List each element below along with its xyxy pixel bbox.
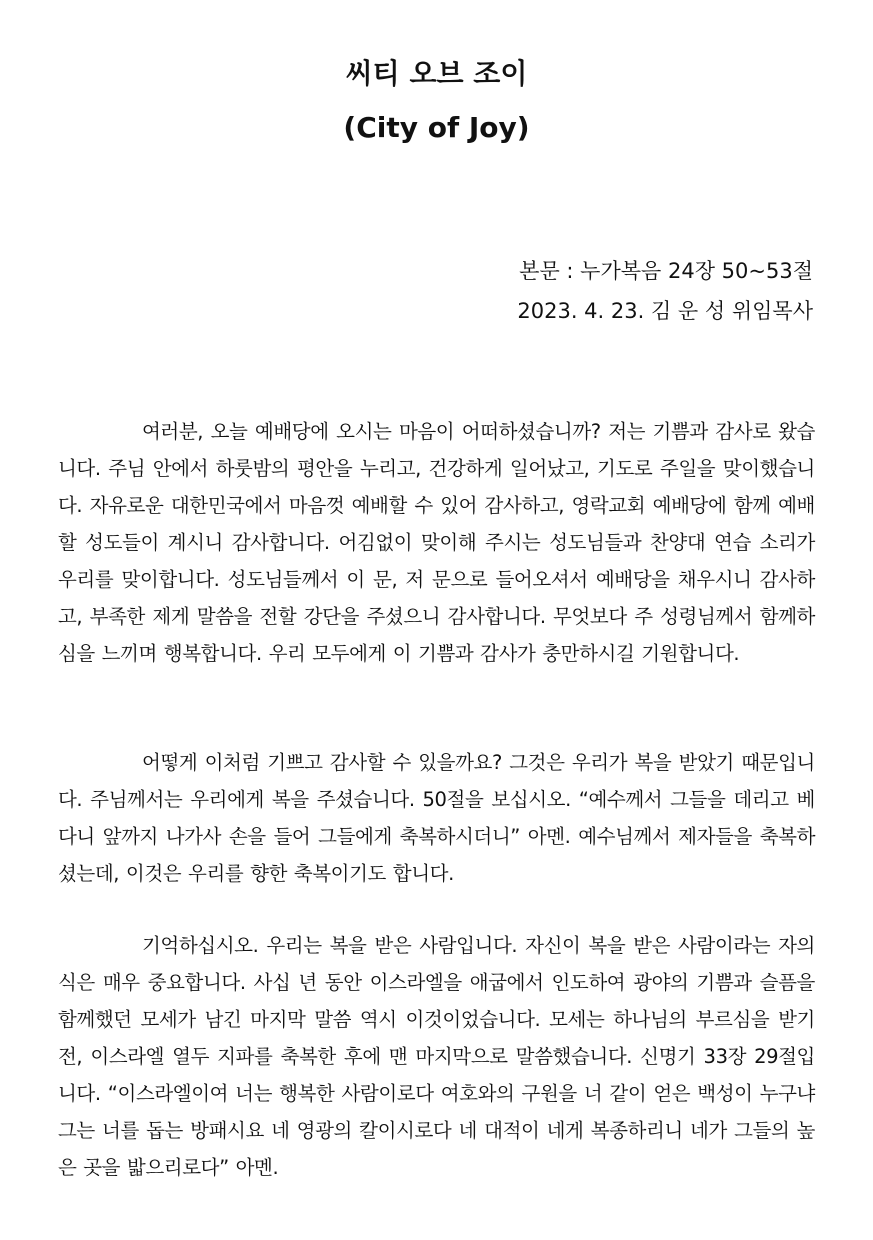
body-paragraph-3: 기억하십시오. 우리는 복을 받은 사람입니다. 자신이 복을 받은 사람이라는 자의식은 매우 중요합니다. 사십 년 동안 이스라엘을 애굽에서 인도하여 광야의 기쁨과 슬픔을 함께했던 모세가 남긴 마지막 말씀 역시 이것이었습니다. 모세는 하나님의 부르심을 받기 전, 이스라엘 열두 지파를 축복한 후에 맨 마지막으로 말씀했습니다. 신명기 33장 29절입니다. “이스라엘이여 너는 행복한 사람이로다 여호와의 구원을 너 같이 얻은 백성이 누구냐 그는 너를 돕는 방패시요 네 영광의 칼이시로다 네 대적이 네게 복종하리니 네가 그들의 높은 곳을 밟으리로다” 아멘. <box>58 934 815 1179</box>
date-and-author: 2023. 4. 23. 김 운 성 위임목사 <box>517 299 813 323</box>
body-paragraph-1: 여러분, 오늘 예배당에 오시는 마음이 어떠하셨습니까? 저는 기쁨과 감사로 왔습니다. 주님 안에서 하룻밤의 평안을 누리고, 건강하게 일어났고, 기도로 주일을 맞이했습니다. 자유로운 대한민국에서 마음껏 예배할 수 있어 감사하고, 영락교회 예배당에 함께 예배할 성도들이 계시니 감사합니다. 어김없이 맞이해 주시는 성도님들과 찬양대 연습 소리가 우리를 맞이합니다. 성도님들께서 이 문, 저 문으로 들어오셔서 예배당을 채우시니 감사하고, 부족한 제게 말씀을 전할 강단을 주셨으니 감사합니다. 무엇보다 주 성령님께서 함께하심을 느끼며 행복합니다. 우리 모두에게 이 기쁨과 감사가 충만하시길 기원합니다. <box>58 420 815 665</box>
scripture-reference: 본문 : 누가복음 24장 50~53절 <box>519 259 813 283</box>
body-paragraph-2: 어떻게 이처럼 기쁘고 감사할 수 있을까요? 그것은 우리가 복을 받았기 때문입니다. 주님께서는 우리에게 복을 주셨습니다. 50절을 보십시오. “예수께서 그들을 데리고 베다니 앞까지 나가사 손을 들어 그들에게 축복하시더니” 아멘. 예수님께서 제자들을 축복하셨는데, 이것은 우리를 향한 축복이기도 합니다. <box>58 751 815 885</box>
sermon-subtitle: (City of Joy) <box>343 111 530 144</box>
sermon-title: 씨티 오브 조이 <box>345 57 528 90</box>
